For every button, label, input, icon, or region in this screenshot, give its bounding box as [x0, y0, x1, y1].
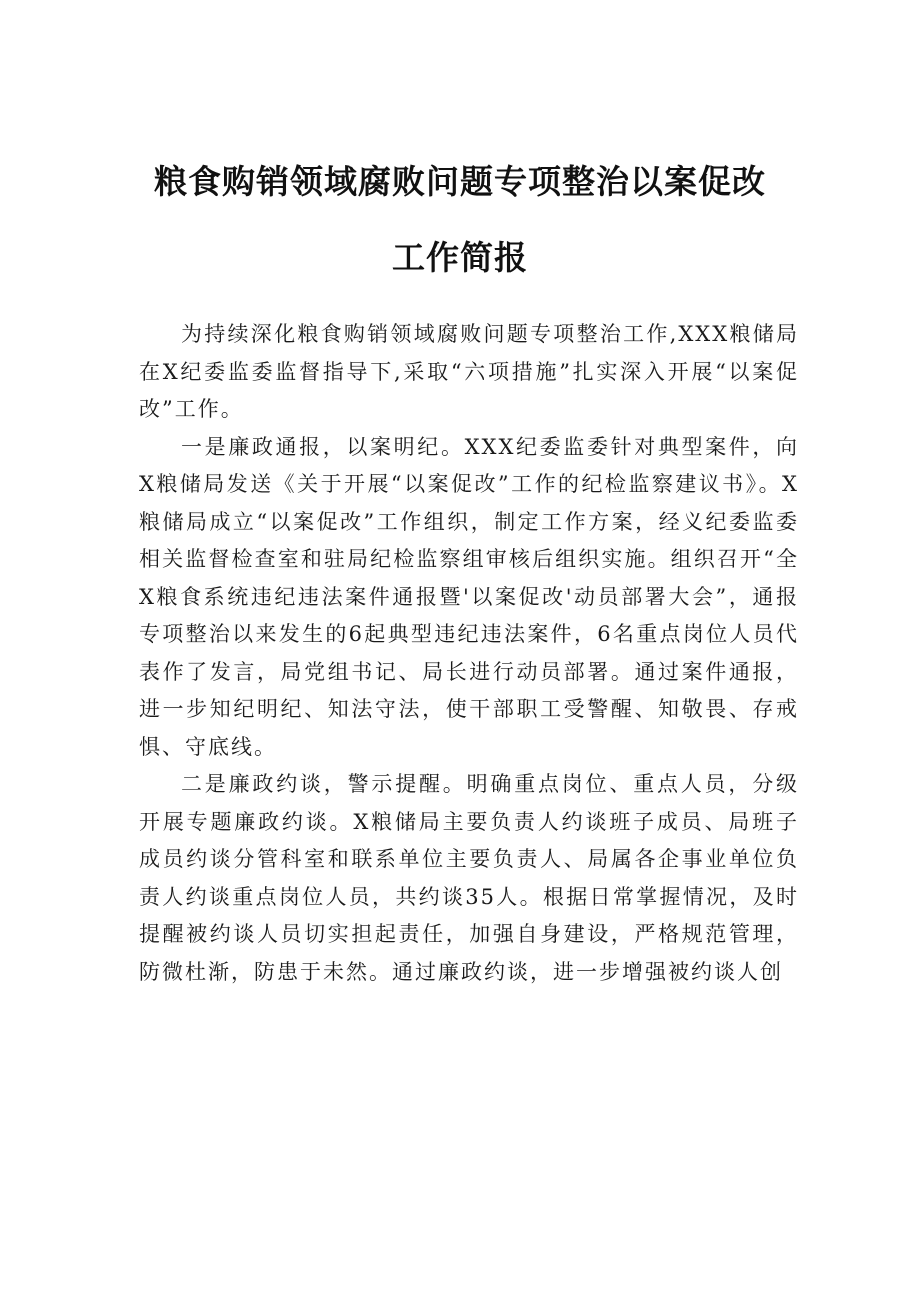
document-body: [139, 316, 799, 991]
document-title-line-2: 工作简报: [392, 238, 528, 277]
paragraph-measure-1: 一是廉政通报，以案明纪。XXX纪委监委针对典型案件，向X粮储局发送《关于开展“以案促改”工作的纪检监察建议书》。X粮储局成立“以案促改”工作组织，制定工作方案，经义纪委监委相关监督检查室和驻局纪检监察组审核后组织实施。组织召开“全X粮食系统违纪违法案件通报暨'以案促改'动员部署大会”，通报专项整治以来发生的6起典型违纪违法案件，6名重点岗位人员代表作了发言，局党组书记、局长进行动员部署。通过案件通报，进一步知纪明纪、知法守法，使干部职工受警醒、知敬畏、存戒惧、守底线。: [139, 434, 799, 759]
paragraph-measure-2: 二是廉政约谈，警示提醒。明确重点岗位、重点人员，分级开展专题廉政约谈。X粮储局主要负责人约谈班子成员、局班子成员约谈分管科室和联系单位主要负责人、局属各企事业单位负责人约谈重点岗位人员，共约谈35人。根据日常掌握情况，及时提醒被约谈人员切实担起责任，加强自身建设，严格规范管理，防微杜渐，防患于未然。通过廉政约谈，进一步增强被约谈人创: [139, 772, 799, 984]
paragraph-intro: 为持续深化粮食购销领域腐败问题专项整治工作,XXX粮储局在X纪委监委监督指导下,采取“六项措施”扎实深入开展“以案促改”工作。: [139, 322, 799, 421]
document-title-line-1: 粮食购销领域腐败问题专项整治以案促改: [154, 162, 766, 201]
